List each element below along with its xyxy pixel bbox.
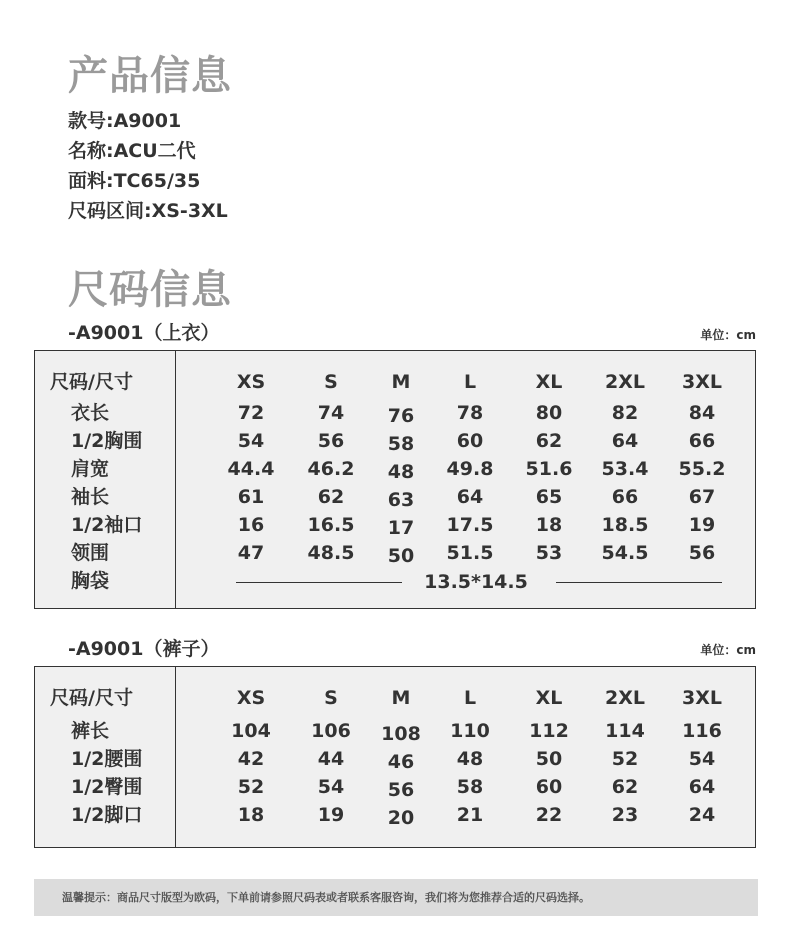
size-header-m: M: [391, 371, 411, 393]
table-cell: 62: [535, 430, 563, 452]
table-cell: 21: [456, 804, 484, 826]
table-divider: [175, 667, 176, 847]
top-table-subtitle: -A9001（上衣）: [68, 322, 220, 344]
table-cell: 104: [231, 720, 271, 742]
table-cell: 80: [535, 402, 563, 424]
table-cell: 64: [688, 776, 716, 798]
table-cell: 64: [456, 486, 484, 508]
table-cell: 54: [237, 430, 265, 452]
table-cell: 66: [688, 430, 716, 452]
table-cell: 48: [456, 748, 484, 770]
table-cell: 52: [237, 776, 265, 798]
table-cell: 108: [381, 723, 421, 745]
size-header-xs: XS: [236, 687, 266, 709]
size-header-xs: XS: [236, 371, 266, 393]
table-cell: 110: [450, 720, 490, 742]
size-header-2xl: 2XL: [605, 687, 645, 709]
style-number: 款号:A9001: [68, 110, 182, 132]
table-cell: 46.2: [307, 458, 355, 480]
top-size-table: [34, 350, 756, 609]
row-label: 1/2臀围: [71, 776, 143, 798]
size-header-s: S: [324, 687, 338, 709]
row-label: 1/2胸围: [71, 430, 143, 452]
table-cell: 44.4: [227, 458, 275, 480]
table-cell: 53.4: [601, 458, 649, 480]
table-cell: 112: [529, 720, 569, 742]
row-label: 领围: [71, 542, 110, 564]
product-name: 名称:ACU二代: [68, 140, 196, 162]
size-header-xl: XL: [535, 687, 563, 709]
row-label: 裤长: [71, 720, 110, 742]
size-header-l: L: [463, 687, 477, 709]
table-cell: 19: [317, 804, 345, 826]
row-label: 肩宽: [71, 458, 110, 480]
size-header-s: S: [324, 371, 338, 393]
table-cell: 53: [535, 542, 563, 564]
table-cell: 47: [237, 542, 265, 564]
table-cell: 61: [237, 486, 265, 508]
table-cell: 17: [387, 517, 415, 539]
row-label: 衣长: [71, 402, 110, 424]
table-cell: 56: [688, 542, 716, 564]
table-cell: 20: [387, 807, 415, 829]
table-cell: 60: [535, 776, 563, 798]
table-cell: 56: [317, 430, 345, 452]
table-cell: 18.5: [601, 514, 649, 536]
table-cell: 48.5: [307, 542, 355, 564]
table-cell: 50: [387, 545, 415, 567]
table-cell: 72: [237, 402, 265, 424]
table-cell: 22: [535, 804, 563, 826]
table-cell: 114: [605, 720, 645, 742]
table-cell: 24: [688, 804, 716, 826]
table-cell: 52: [611, 748, 639, 770]
table-cell: 17.5: [446, 514, 494, 536]
table-cell: 48: [387, 461, 415, 483]
row-label: 1/2袖口: [71, 514, 143, 536]
table-cell: 65: [535, 486, 563, 508]
row-label: 1/2腰围: [71, 748, 143, 770]
table-cell: 42: [237, 748, 265, 770]
table-cell: 51.5: [446, 542, 494, 564]
table-cell: 44: [317, 748, 345, 770]
table-cell: 62: [611, 776, 639, 798]
table-cell: 54: [688, 748, 716, 770]
table-cell: 49.8: [446, 458, 494, 480]
row-label: 袖长: [71, 486, 110, 508]
table-cell: 58: [387, 433, 415, 455]
table-cell: 56: [387, 779, 415, 801]
table-cell: 16: [237, 514, 265, 536]
size-header-2xl: 2XL: [605, 371, 645, 393]
table-cell: 76: [387, 405, 415, 427]
bottom-table-unit: 单位：cm: [700, 643, 756, 657]
size-header-m: M: [391, 687, 411, 709]
bottom-table-subtitle: -A9001（裤子）: [68, 638, 220, 660]
table-cell: 55.2: [678, 458, 726, 480]
table-cell: 50: [535, 748, 563, 770]
product-info-title: 产品信息: [68, 53, 232, 99]
pocket-label: 胸袋: [71, 570, 110, 592]
bottom-size-table: [34, 666, 756, 848]
pocket-value: 13.5*14.5: [424, 571, 528, 593]
table-cell: 54.5: [601, 542, 649, 564]
size-notice: 温馨提示：商品尺寸版型为欧码，下单前请参照尺码表或者联系客服咨询，我们将为您推荐合适的尺码选择。: [34, 879, 758, 916]
table-divider: [175, 351, 176, 608]
table-cell: 67: [688, 486, 716, 508]
table-cell: 82: [611, 402, 639, 424]
table-cell: 58: [456, 776, 484, 798]
header-label: 尺码/尺寸: [50, 687, 133, 709]
table-cell: 116: [682, 720, 722, 742]
table-cell: 63: [387, 489, 415, 511]
table-cell: 84: [688, 402, 716, 424]
table-cell: 60: [456, 430, 484, 452]
header-label: 尺码/尺寸: [50, 371, 133, 393]
table-cell: 78: [456, 402, 484, 424]
row-label: 1/2脚口: [71, 804, 143, 826]
table-cell: 51.6: [525, 458, 573, 480]
table-cell: 66: [611, 486, 639, 508]
table-cell: 54: [317, 776, 345, 798]
pocket-line-right: [556, 582, 722, 583]
size-header-xl: XL: [535, 371, 563, 393]
size-header-l: L: [463, 371, 477, 393]
table-cell: 19: [688, 514, 716, 536]
top-table-unit: 单位：cm: [700, 328, 756, 342]
table-cell: 18: [535, 514, 563, 536]
table-cell: 16.5: [307, 514, 355, 536]
pocket-line-left: [236, 582, 402, 583]
table-cell: 23: [611, 804, 639, 826]
table-cell: 18: [237, 804, 265, 826]
size-header-3xl: 3XL: [682, 687, 722, 709]
fabric: 面料:TC65/35: [68, 170, 201, 192]
table-cell: 46: [387, 751, 415, 773]
table-cell: 64: [611, 430, 639, 452]
table-cell: 106: [311, 720, 351, 742]
size-info-title: 尺码信息: [68, 267, 232, 313]
table-cell: 62: [317, 486, 345, 508]
size-range: 尺码区间:XS-3XL: [68, 200, 228, 222]
table-cell: 74: [317, 402, 345, 424]
size-header-3xl: 3XL: [682, 371, 722, 393]
